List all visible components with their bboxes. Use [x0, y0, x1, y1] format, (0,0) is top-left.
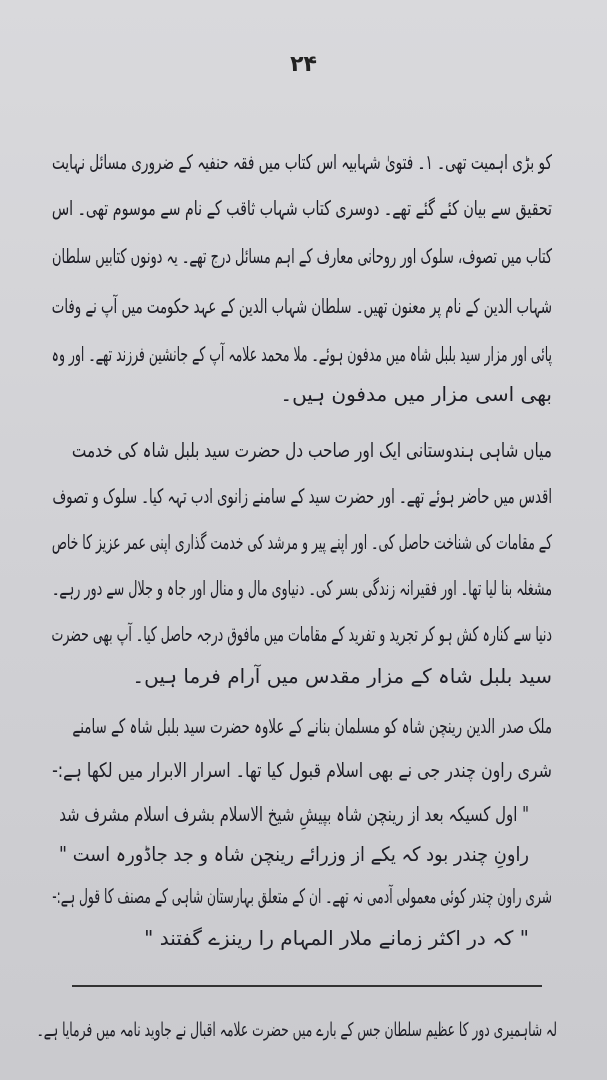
text-line: دنیا سے کنارہ کش ہو کر تجرید و تفرید کے مقامات میں مافوق درجہ حاصل کیا۔ آپ بھی حضرت: [51, 622, 552, 646]
footnote: لہ شاہمیری دور کا عظیم سلطان جس کے بارے میں حضرت علامہ اقبال نے جاوید نامہ میں فرمایا ہے۔: [36, 1019, 558, 1041]
text-line: مشغلہ بنا لیا تھا۔ اور فقیرانہ زندگی بسر کی۔ دنیاوی مال و منال اور جاہ و جلال سے دور رہے۔: [51, 576, 553, 600]
text-line: میاں شاہی ہندوستانی ایک اور صاحب دل حضرت سید بلبل شاہ کی خدمت: [71, 438, 553, 462]
text-line: اقدس میں حاضر ہوئے تھے۔ اور حضرت سید کے سامنے زانوی ادب تہہ کیا۔ سلوک و تصوف: [52, 484, 552, 508]
text-line: شہاب الدین کے نام پر معنون تھیں۔ سلطان شہاب الدین کے عہد حکومت میں آپ نے وفات: [51, 294, 552, 318]
text-line: سید بلبل شاہ کے مزار مقدس میں آرام فرما ہیں۔: [132, 664, 552, 688]
page-number: ۲۴: [290, 52, 317, 77]
footnote-divider: [72, 985, 542, 987]
text-line: کو بڑی اہمیت تھی۔ ۱۔ فتویٰ شہابیہ اس کتاب میں فقہ حنفیہ کے ضروری مسائل نہایت: [51, 150, 552, 174]
quote-line: راونِ چندر بود کہ یکے از وزرائے رینچن شاہ و جد جاڈورہ است ": [58, 842, 529, 866]
quote-line: " اول کسیکہ بعد از رینچن شاہ بپیشِ شیخ الاسلام بشرف اسلام مشرف شد: [59, 802, 530, 826]
text-line: شری راون چندر جی نے بھی اسلام قبول کیا تھا۔ اسرار الابرار میں لکھا ہے:-: [52, 758, 552, 782]
text-line: ملک صدر الدین رینچن شاہ کو مسلمان بنانے کے علاوہ حضرت سید بلبل شاہ کے سامنے: [72, 714, 552, 738]
text-line: بھی اسی مزار میں مدفون ہیں۔: [280, 382, 552, 406]
text-line: تحقیق سے بیان کئے گئے تھے۔ دوسری کتاب شہاب ثاقب کے نام سے موسوم تھی۔ اس: [51, 196, 552, 220]
text-line: شری راون چندر کوئی معمولی آدمی نہ تھے۔ ان کے متعلق بہارستان شاہی کے مصنف کا قول ہے:-: [52, 884, 553, 908]
text-line: کتاب میں تصوف، سلوک اور روحانی معارف کے اہم مسائل درج تھے۔ یہ دونوں کتابیں سلطان: [52, 244, 552, 268]
text-line: کے مقامات کی شناخت حاصل کی۔ اور اپنے پیر و مرشد کی خدمت گذاری اپنی عمر عزیز کا خاص: [51, 530, 552, 554]
text-line: پائی اور مزار سید بلبل شاہ میں مدفون ہوئے۔ ملا محمد علامہ آپ کے جانشین فرزند تھے۔ اور وہ: [51, 342, 552, 366]
quote-line: " کہ در اکثر زمانے ملار المہام را رینزے گفتند ": [144, 926, 529, 950]
